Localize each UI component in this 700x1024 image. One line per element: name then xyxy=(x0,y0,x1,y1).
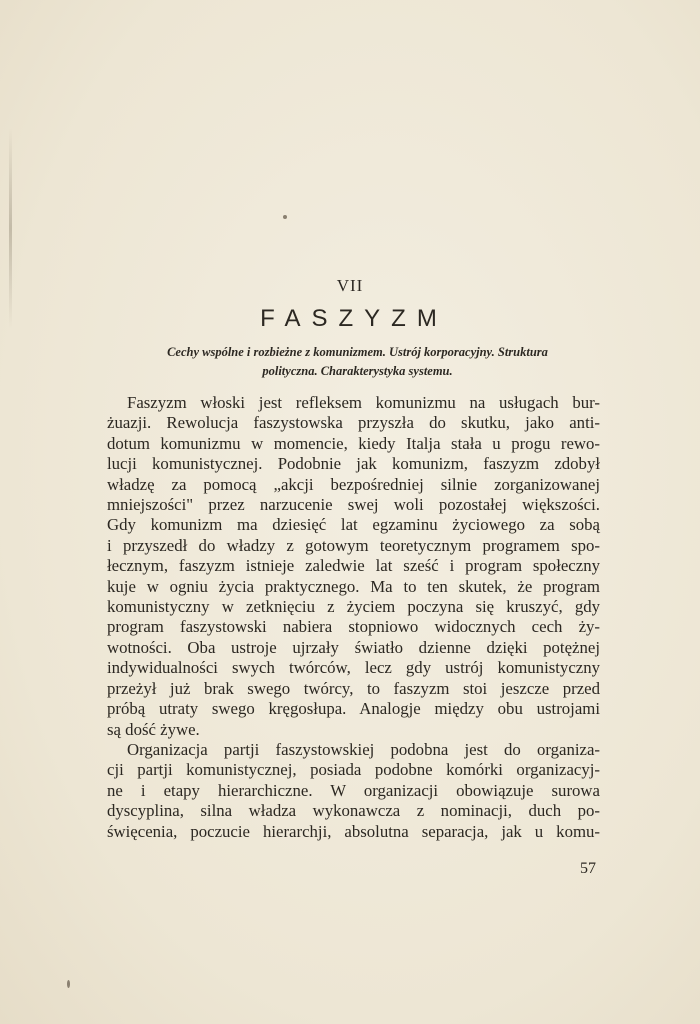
text-line: przeżył już brak swego twórcy, to faszyzm stoi jeszcze przed xyxy=(107,678,600,698)
text-line: lucji komunistycznej. Podobnie jak komunizm, faszyzm zdobył xyxy=(107,454,600,474)
text-line: dotum komunizmu w momencie, kiedy Italja stała u progu rewo- xyxy=(107,433,600,453)
text-line: ne i etapy hierarchiczne. W organizacji obowiązuje surowa xyxy=(107,780,600,800)
chapter-subtitle xyxy=(100,343,615,381)
text-line: wotności. Oba ustroje ujrzały światło dzienne dzięki potężnej xyxy=(107,637,600,657)
text-line: dyscyplina, silna władza wykonawcza z nominacji, duch po- xyxy=(107,801,600,821)
text-line: komunistyczny w zetknięciu z życiem poczyna się kruszyć, gdy xyxy=(107,597,600,617)
chapter-title: FASZYZM xyxy=(260,305,448,332)
paper-speck xyxy=(67,980,70,988)
text-line: Gdy komunizm ma dziesięć lat egzaminu życiowego za sobą xyxy=(107,515,600,535)
text-line: święcenia, poczucie hierarchji, absolutna separacja, jak u komu- xyxy=(107,821,600,841)
text-line: i przyszedł do władzy z gotowym teoretycznym programem spo- xyxy=(107,535,600,555)
text-line: cji partji komunistycznej, posiada podobne komórki organizacyj- xyxy=(107,760,600,780)
text-line: próbą utraty swego kręgosłupa. Analogje między obu ustrojami xyxy=(107,699,600,719)
text-line: indywidualności swych twórców, lecz gdy ustrój komunistyczny xyxy=(107,658,600,678)
text-line: żuazji. Rewolucja faszystowska przyszła do skutku, jako anti- xyxy=(107,413,600,433)
text-line: program faszystowski nabiera stopniowo widocznych cech ży- xyxy=(107,617,600,637)
binding-shadow xyxy=(9,128,12,328)
text-line: Faszyzm włoski jest refleksem komunizmu na usługach bur- xyxy=(127,393,600,412)
body-text xyxy=(107,393,600,842)
chapter-number: VII xyxy=(336,276,364,295)
text-line: łecznym, faszyzm istnieje zaledwie lat sześć i program społeczny xyxy=(107,556,600,576)
paper-speck xyxy=(283,215,287,219)
text-line: są dość żywe. xyxy=(107,719,200,739)
text-line: Organizacja partji faszystowskiej podobna jest do organiza- xyxy=(127,739,600,759)
subtitle-line: Cechy wspólne i rozbieżne z komunizmem. Ustrój korporacyjny. Struktura xyxy=(167,345,548,359)
text-line: mniejszości" przez narzucenie swej woli pozostałej większości. xyxy=(107,495,600,515)
page-number: 57 xyxy=(580,860,596,877)
subtitle-line: polityczna. Charakterystyka systemu. xyxy=(262,364,453,378)
text-line: kuje w ogniu życia praktycznego. Ma to ten skutek, że program xyxy=(107,576,600,596)
text-line: władzę za pomocą „akcji bezpośredniej silnie zorganizowanej xyxy=(107,474,600,494)
